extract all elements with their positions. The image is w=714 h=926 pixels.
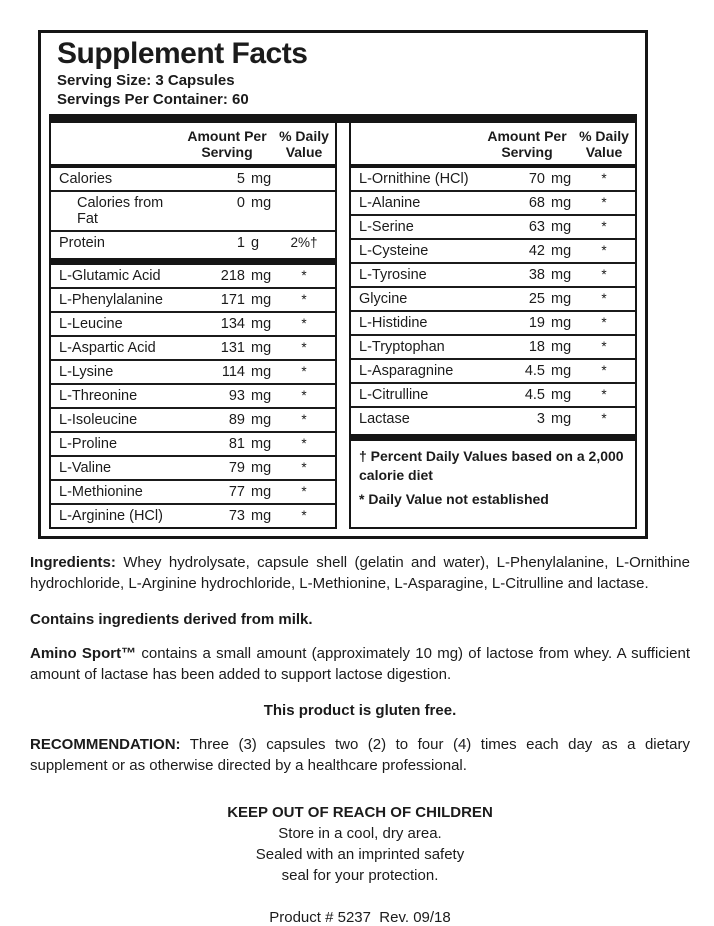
nutrient-name: Calories from Fat <box>77 195 164 227</box>
storage-lines <box>30 823 690 886</box>
amount-unit: mg <box>251 484 272 500</box>
nutrient-name: L-Lysine <box>59 364 114 380</box>
amount-value: 77 <box>228 484 245 500</box>
nutrient-amount <box>181 316 273 332</box>
nutrient-amount <box>481 267 573 283</box>
amount-unit: mg <box>251 412 272 428</box>
amount-value: 131 <box>220 340 245 356</box>
text-line: seal for your protection. <box>281 867 439 884</box>
table-row <box>351 310 635 334</box>
keep-out-of-reach-title: KEEP OUT OF REACH OF CHILDREN <box>227 804 493 821</box>
nutrient-amount <box>181 388 273 404</box>
table-row <box>351 382 635 406</box>
text-line: Store in a cool, dry area. <box>278 825 442 842</box>
section-divider-bar <box>351 434 635 441</box>
amino-note-lead: Amino Sport™ <box>30 645 137 662</box>
table-rows <box>51 168 335 527</box>
nutrient-amount <box>481 195 573 211</box>
ingredients-paragraph <box>30 552 690 594</box>
nutrient-name: L-Serine <box>359 219 414 235</box>
daily-value: * <box>601 315 607 330</box>
amount-value: 171 <box>220 292 245 308</box>
amount-value: 93 <box>228 388 245 404</box>
amount-value: 5 <box>236 171 245 187</box>
table-row <box>51 503 335 527</box>
amount-value: 73 <box>228 508 245 524</box>
amount-per-serving-header: Amount Per Serving <box>187 128 267 160</box>
amount-unit: mg <box>551 219 572 235</box>
amount-value: 19 <box>528 315 545 331</box>
nutrient-name: L-Asparagnine <box>359 363 454 379</box>
amount-unit: mg <box>551 339 572 355</box>
table-row <box>51 190 335 230</box>
nutrient-name: L-Threonine <box>59 388 138 404</box>
panel-title: Supplement Facts <box>57 37 308 70</box>
amount-unit: mg <box>251 436 272 452</box>
nutrient-name: L-Histidine <box>359 315 428 331</box>
amount-value: 81 <box>228 436 245 452</box>
nutrient-amount <box>481 411 573 427</box>
ingredients-lead: Ingredients: <box>30 554 116 571</box>
amount-value: 134 <box>220 316 245 332</box>
amount-unit: mg <box>551 363 572 379</box>
nutrition-table-right <box>349 123 637 529</box>
table-row <box>351 262 635 286</box>
table-row <box>351 358 635 382</box>
nutrient-name: Glycine <box>359 291 408 307</box>
nutrient-name: L-Arginine (HCl) <box>59 508 163 524</box>
nutrient-amount <box>181 340 273 356</box>
table-row <box>51 407 335 431</box>
amount-value: 3 <box>536 411 545 427</box>
amount-unit: mg <box>551 291 572 307</box>
daily-value: * <box>601 411 607 426</box>
table-row <box>51 359 335 383</box>
nutrient-name: L-Tyrosine <box>359 267 427 283</box>
recommendation-text: Three (3) capsules two (2) to four (4) times each day as a dietary supplement or as otherwise directed by a healthcare professional. <box>30 736 690 774</box>
servings-per-container: Servings Per Container: 60 <box>57 91 249 108</box>
amino-note-text: contains a small amount (approximately 10 mg) of lactose from whey. A sufficient amount of lactase has been added to support lactose digestion. <box>30 645 690 683</box>
amount-value: 18 <box>528 339 545 355</box>
nutrient-name: L-Citrulline <box>359 387 429 403</box>
table-row <box>51 479 335 503</box>
table-row <box>51 335 335 359</box>
table-row <box>351 238 635 262</box>
nutrient-amount <box>481 315 573 331</box>
text-line: Sealed with an imprinted safety <box>255 846 465 863</box>
table-row <box>51 230 335 254</box>
nutrient-amount <box>181 364 273 380</box>
amount-value: 4.5 <box>524 387 545 403</box>
daily-value: * <box>301 412 307 427</box>
table-row <box>51 431 335 455</box>
amount-value: 42 <box>528 243 545 259</box>
allergen-statement: Contains ingredients derived from milk. <box>30 611 313 628</box>
nutrition-table-left <box>49 123 337 529</box>
amount-value: 79 <box>228 460 245 476</box>
amino-note-paragraph <box>30 643 690 685</box>
amount-unit: mg <box>551 267 572 283</box>
amount-value: 0 <box>236 195 245 211</box>
nutrient-name: Lactase <box>359 411 410 427</box>
daily-value: * <box>601 339 607 354</box>
amount-unit: mg <box>251 171 272 187</box>
nutrient-name: L-Tryptophan <box>359 339 445 355</box>
amount-unit: mg <box>251 508 272 524</box>
nutrient-amount <box>181 436 273 452</box>
amount-value: 38 <box>528 267 545 283</box>
amount-value: 218 <box>220 268 245 284</box>
nutrient-name: L-Aspartic Acid <box>59 340 156 356</box>
amount-unit: mg <box>251 460 272 476</box>
text-line: * Daily Value not established <box>359 491 549 507</box>
table-row <box>351 214 635 238</box>
amount-unit: mg <box>551 195 572 211</box>
amount-unit: mg <box>251 195 272 211</box>
nutrient-amount <box>481 291 573 307</box>
table-header <box>351 123 635 168</box>
nutrient-amount <box>481 171 573 187</box>
nutrient-amount <box>481 219 573 235</box>
daily-value: * <box>601 195 607 210</box>
table-row <box>351 334 635 358</box>
daily-value: * <box>601 363 607 378</box>
amount-value: 1 <box>236 235 245 251</box>
supplement-facts-panel <box>38 30 648 539</box>
amount-unit: mg <box>251 364 272 380</box>
daily-value: * <box>301 268 307 283</box>
table-row <box>51 383 335 407</box>
nutrient-amount <box>181 292 273 308</box>
nutrient-name: L-Leucine <box>59 316 123 332</box>
amount-unit: mg <box>551 387 572 403</box>
amount-value: 63 <box>528 219 545 235</box>
nutrient-name: L-Alanine <box>359 195 421 211</box>
daily-value: * <box>301 340 307 355</box>
nutrient-amount <box>181 171 273 187</box>
table-row <box>51 311 335 335</box>
daily-value: * <box>601 267 607 282</box>
daily-value: * <box>301 388 307 403</box>
nutrient-amount <box>181 508 273 524</box>
amount-unit: mg <box>251 292 272 308</box>
amount-unit: mg <box>551 411 572 427</box>
daily-value: * <box>301 508 307 523</box>
amount-value: 68 <box>528 195 545 211</box>
footnotes <box>351 441 635 518</box>
nutrient-amount <box>181 235 273 251</box>
nutrient-name: L-Phenylalanine <box>59 292 163 308</box>
nutrient-amount <box>481 387 573 403</box>
nutrient-amount <box>181 412 273 428</box>
daily-value: * <box>601 387 607 402</box>
amount-value: 4.5 <box>524 363 545 379</box>
nutrient-name: L-Isoleucine <box>59 412 138 428</box>
table-row <box>351 406 635 430</box>
nutrient-amount <box>181 195 273 211</box>
nutrient-name: L-Cysteine <box>359 243 429 259</box>
table-header <box>51 123 335 168</box>
daily-value: * <box>301 484 307 499</box>
table-row <box>51 168 335 190</box>
amount-value: 114 <box>221 364 245 380</box>
nutrient-name: Calories <box>59 171 113 187</box>
nutrient-amount <box>181 460 273 476</box>
nutrient-amount <box>181 484 273 500</box>
nutrient-amount <box>481 339 573 355</box>
amount-value: 25 <box>528 291 545 307</box>
amount-unit: mg <box>251 268 272 284</box>
nutrient-name: Protein <box>59 235 105 251</box>
table-row <box>351 168 635 190</box>
daily-value-header: % Daily Value <box>279 128 329 160</box>
daily-value: * <box>601 243 607 258</box>
amount-unit: mg <box>251 316 272 332</box>
header-divider-bar <box>49 114 637 123</box>
text-line: † Percent Daily Values based on a 2,000 calorie diet <box>359 448 624 483</box>
amount-unit: mg <box>251 340 272 356</box>
table-row <box>51 265 335 287</box>
amount-unit: mg <box>251 388 272 404</box>
nutrient-amount <box>481 243 573 259</box>
daily-value: * <box>301 460 307 475</box>
table-row <box>351 190 635 214</box>
nutrient-name: L-Glutamic Acid <box>59 268 161 284</box>
amount-unit: mg <box>551 243 572 259</box>
ingredients-text: Whey hydrolysate, capsule shell (gelatin and water), L-Phenylalanine, L-Ornithine hydrochloride, L-Arginine hydrochloride, L-Methionine, L-Asparagine, L-Citrulline and lactase. <box>30 554 690 592</box>
daily-value: * <box>601 171 607 186</box>
table-row <box>51 287 335 311</box>
amount-value: 70 <box>528 171 545 187</box>
nutrient-amount <box>181 268 273 284</box>
table-row <box>351 286 635 310</box>
daily-value: * <box>301 364 307 379</box>
nutrient-name: L-Valine <box>59 460 112 476</box>
recommendation-paragraph <box>30 734 690 776</box>
amount-unit: g <box>251 235 260 251</box>
amount-unit: mg <box>551 171 572 187</box>
daily-value: * <box>601 291 607 306</box>
daily-value: * <box>301 436 307 451</box>
warning-block <box>30 802 690 886</box>
daily-value: * <box>601 219 607 234</box>
table-rows <box>351 168 635 441</box>
nutrient-name: L-Ornithine (HCl) <box>359 171 469 187</box>
daily-value: * <box>301 292 307 307</box>
nutrient-name: L-Proline <box>59 436 118 452</box>
section-divider-bar <box>51 258 335 265</box>
daily-value: 2%† <box>290 235 318 250</box>
recommendation-lead: RECOMMENDATION: <box>30 736 181 753</box>
daily-value: * <box>301 316 307 331</box>
daily-value-header: % Daily Value <box>579 128 629 160</box>
nutrient-amount <box>481 363 573 379</box>
amount-value: 89 <box>228 412 245 428</box>
amount-unit: mg <box>551 315 572 331</box>
gluten-free-statement: This product is gluten free. <box>263 702 457 719</box>
table-row <box>51 455 335 479</box>
amount-per-serving-header: Amount Per Serving <box>487 128 567 160</box>
product-number: Product # 5237 Rev. 09/18 <box>269 909 451 926</box>
nutrition-columns <box>49 123 637 529</box>
serving-size: Serving Size: 3 Capsules <box>57 72 235 89</box>
nutrient-name: L-Methionine <box>59 484 143 500</box>
